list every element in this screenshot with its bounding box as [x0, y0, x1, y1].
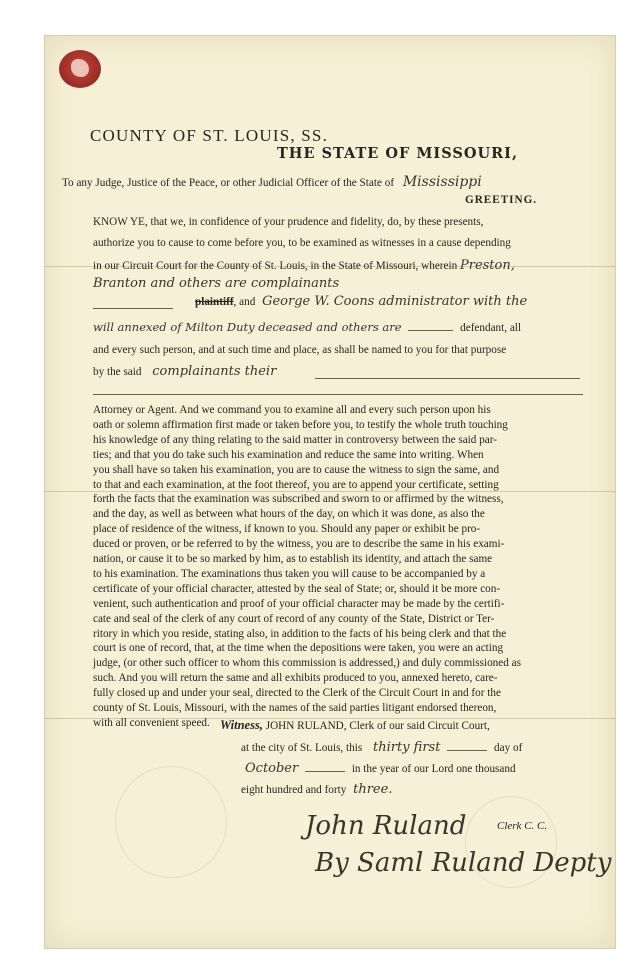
body-text: by the said	[93, 366, 142, 378]
paragraph-line: county of St. Louis, Missouri, with the names of the said parties litigant endorsed thereon,	[93, 702, 497, 714]
body-text: in our Circuit Court for the County of St. Louis, in the State of Missouri, wherein	[93, 260, 458, 272]
paragraph-line: ties; and that you do take such his examination and reduce the same into writing. When	[93, 448, 484, 461]
body-line	[93, 364, 276, 379]
body-line	[195, 294, 527, 309]
paragraph-line: ritory in which you reside, stating also, in addition to the facts of his being clerk and that the	[93, 627, 507, 640]
paragraph-line: nation, or cause it to be so marked by him, as to establish its identity, and attach the same	[93, 553, 493, 565]
body-line: authorize you to cause to come before you, to be examined as witnesses in a cause depending	[93, 237, 511, 249]
paragraph-line: Attorney or Agent. And we command you to examine all and every such person upon his	[93, 404, 491, 416]
paragraph-line: his knowledge of any thing relating to the said matter in controversy between the said par-	[93, 433, 497, 446]
county-heading: COUNTY OF ST. LOUIS, SS.	[90, 126, 329, 145]
witness-text: in the year of our Lord one thousand	[351, 763, 516, 775]
witness-line	[220, 718, 490, 733]
greeting: GREETING.	[465, 194, 538, 206]
paragraph-line: place of residence of the witness, if known to you. Should any paper or exhibit be pro-	[93, 523, 481, 536]
witness-line	[241, 782, 392, 797]
address-state-hand: Mississippi	[402, 174, 482, 190]
witness-line	[241, 740, 522, 755]
clerk-signature: John Ruland	[305, 811, 467, 841]
body-text: defendant, all	[460, 322, 522, 334]
hand-text: Preston,	[459, 258, 515, 273]
witness-text: JOHN RULAND, Clerk of our said Circuit Court,	[265, 720, 490, 732]
paragraph-line: oath or solemn affirmation first made or taken before you, to testify the whole truth touching	[93, 418, 508, 431]
body-line: KNOW YE, that we, in confidence of your prudence and fidelity, do, by these presents,	[93, 216, 484, 228]
witness-label: Witness,	[220, 718, 263, 732]
paragraph-line: and the day, as well as between what hours of the day, on which it was done, as also the	[93, 508, 485, 521]
paragraph-line: duced or proven, or be referred to by the witness, you are to describe the same in his exami-	[93, 538, 505, 551]
embossed-seal	[115, 766, 227, 878]
paragraph-line: such. And you will return the same and all exhibits produced to you, annexed hereto, care-	[93, 672, 498, 685]
witness-text: at the city of St. Louis, this	[241, 742, 363, 754]
body-line	[93, 258, 515, 273]
hand-text: three.	[353, 782, 393, 797]
hand-text: thirty first	[373, 740, 441, 755]
hand-line: Branton and others are complainants	[93, 276, 340, 291]
paragraph-line: to that and each examination, at the foot thereof, you are to append your certificate, setting	[93, 478, 499, 491]
paragraph-line: cate and seal of the clerk of any court of record of any county of the State, District or Ter-	[93, 612, 495, 625]
blank-rule	[93, 394, 583, 395]
body-text: , and	[233, 296, 256, 308]
paragraph-line: judge, (or other such officer to whom this commission is addressed,) and duly commissioned as	[93, 657, 521, 670]
paragraph-line: venient, such authentication and proof of your official character may be made by the certifi-	[93, 597, 505, 610]
paragraph-line: to his examination. The examinations thus taken you will cause to be accompanied by a	[93, 567, 486, 580]
blank-rule	[93, 308, 173, 309]
address-line	[62, 174, 482, 190]
hand-text: will annexed of Milton Duty deceased and others are	[93, 320, 402, 334]
body-line	[93, 320, 521, 334]
body-line: and every such person, and at such time and place, as shall be named to you for that purpose	[93, 344, 507, 356]
paragraph-line: you shall have so taken his examination, you are to cause the witness to sign the same, and	[93, 463, 500, 476]
state-heading: THE STATE OF MISSOURI,	[277, 145, 518, 162]
paragraph-line: fully closed up and under your seal, directed to the Clerk of the Circuit Court in and for the	[93, 687, 501, 700]
blank-rule	[315, 378, 580, 379]
wax-seal-icon	[59, 50, 101, 88]
deputy-signature: By Saml Ruland Depty	[315, 848, 612, 878]
witness-text: day of	[494, 742, 523, 754]
struck-text: plaintiff	[195, 296, 234, 308]
paragraph-line: with all convenient speed.	[93, 716, 210, 729]
hand-text: George W. Coons administrator with the	[262, 294, 528, 309]
paragraph-line: forth the facts that the examination was subscribed and sworn to or affirmed by the witness,	[93, 493, 504, 506]
hand-text: complainants their	[152, 364, 277, 379]
witness-text: eight hundred and forty	[241, 784, 347, 796]
hand-text: October	[245, 761, 299, 776]
address-text: To any Judge, Justice of the Peace, or other Judicial Officer of the State of	[62, 177, 395, 189]
witness-line	[245, 761, 516, 776]
paragraph-line: court is one of record, that, at the time when the depositions were taken, you were an acting	[93, 642, 504, 655]
document-sheet	[44, 35, 616, 949]
paragraph-line: certificate of your official character, attested by the seal of State; or, should it be more con-	[93, 582, 501, 595]
clerk-title: Clerk C. C.	[497, 820, 548, 832]
fold-line	[45, 491, 615, 492]
